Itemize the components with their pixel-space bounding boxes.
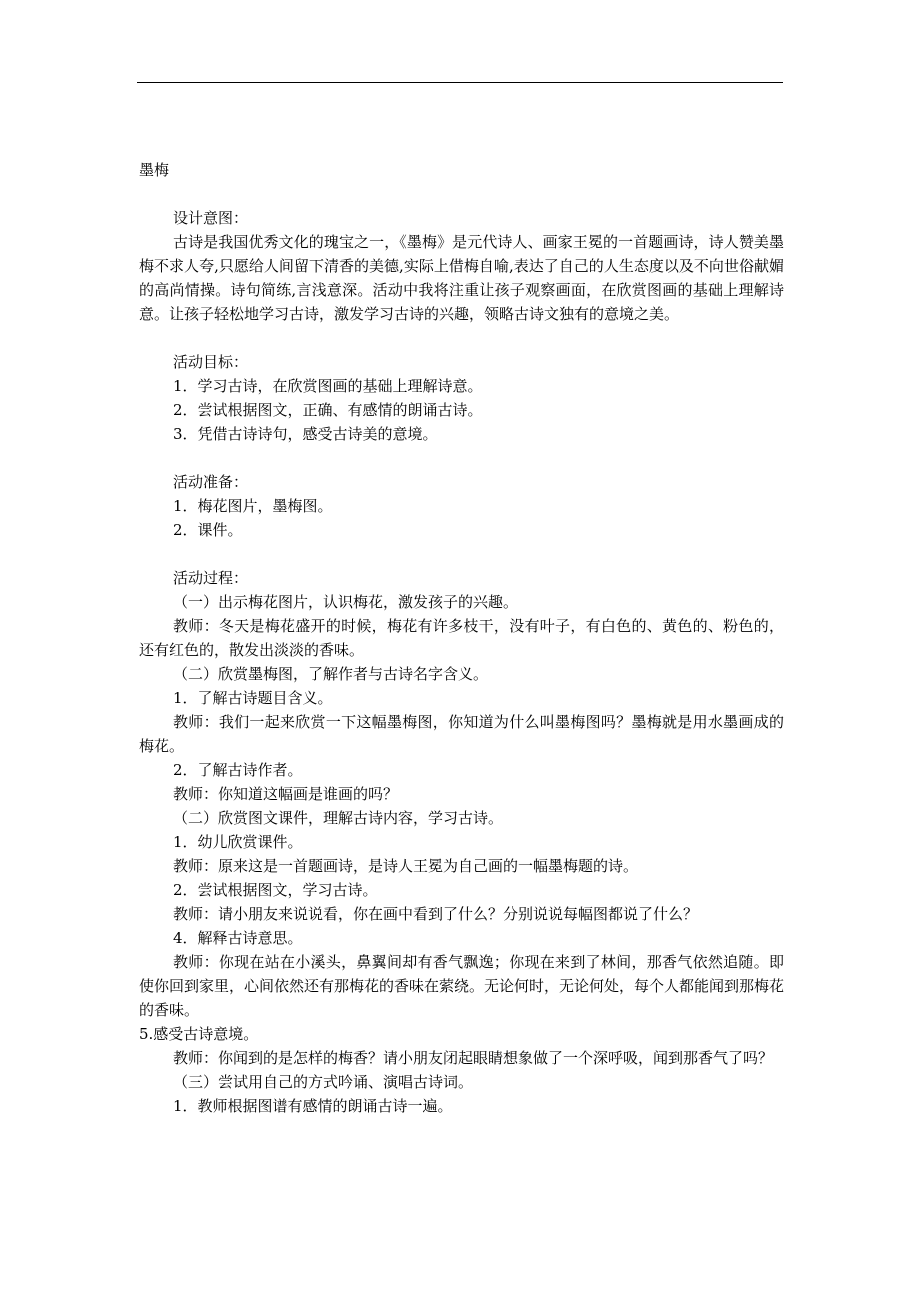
list-item: 1．了解古诗题目含义。 (173, 689, 333, 707)
step-heading: （二）欣赏图文课件，理解古诗内容，学习古诗。 (173, 809, 504, 827)
list-item: 1．学习古诗，在欣赏图画的基础上理解诗意。 (173, 377, 483, 395)
list-item: 5.感受古诗意境。 (139, 1025, 259, 1043)
design-intent-section (139, 206, 784, 326)
paragraph: 古诗是我国优秀文化的瑰宝之一，《墨梅》是元代诗人、画家王冕的一首题画诗，诗人赞美墨梅不求人夸,只愿给人间留下清香的美德,实际上借梅自喻,表达了自己的人生态度以及不向世俗献媚的高尚情操。诗句简练,言浅意深。活动中我将注重让孩子观察画面，在欣赏图画的基础上理解诗意。让孩子轻松地学习古诗，激发学习古诗的兴趣，领略古诗文独有的意境之美。 (139, 233, 784, 323)
teacher-line: 教师：请小朋友来说说看，你在画中看到了什么？分别说说每幅图都说了什么？ (173, 905, 699, 923)
list-item: 2．了解古诗作者。 (173, 761, 303, 779)
preparation-section (139, 470, 784, 542)
list-item: 2．课件。 (173, 521, 243, 539)
section-heading: 活动过程： (173, 569, 249, 587)
list-item: 4．解释古诗意思。 (173, 929, 303, 947)
process-section (139, 566, 784, 1118)
list-item: 1．幼儿欣赏课件。 (173, 833, 303, 851)
step-heading: （三）尝试用自己的方式吟诵、演唱古诗词。 (173, 1073, 474, 1091)
teacher-line: 教师：我们一起来欣赏一下这幅墨梅图，你知道为什么叫墨梅图吗？墨梅就是用水墨画成的梅花。 (139, 713, 784, 755)
section-heading: 设计意图： (173, 209, 249, 227)
teacher-line: 教师：你现在站在小溪头，鼻翼间却有香气飘逸；你现在来到了林间，那香气依然追随。即使你回到家里，心间依然还有那梅花的香味在萦绕。无论何时，无论何处，每个人都能闻到那梅花的香味。 (139, 953, 785, 1019)
header-rule (137, 82, 783, 83)
teacher-line: 教师：原来这是一首题画诗，是诗人王冕为自己画的一幅墨梅题的诗。 (173, 857, 639, 875)
list-item: 2．尝试根据图文，学习古诗。 (173, 881, 378, 899)
teacher-line: 教师：你知道这幅画是谁画的吗？ (173, 785, 399, 803)
goals-section (139, 350, 784, 446)
step-heading: （二）欣赏墨梅图，了解作者与古诗名字含义。 (173, 665, 489, 683)
step-heading: （一）出示梅花图片，认识梅花，激发孩子的兴趣。 (173, 593, 519, 611)
list-item: 3．凭借古诗诗句，感受古诗美的意境。 (173, 425, 438, 443)
section-heading: 活动目标： (173, 353, 249, 371)
document-body (139, 158, 784, 1118)
document-title: 墨梅 (139, 161, 170, 179)
list-item: 2．尝试根据图文，正确、有感情的朗诵古诗。 (173, 401, 483, 419)
list-item: 1．梅花图片，墨梅图。 (173, 497, 333, 515)
list-item: 1．教师根据图谱有感情的朗诵古诗一遍。 (173, 1097, 453, 1115)
teacher-line: 教师：冬天是梅花盛开的时候，梅花有许多枝干，没有叶子，有白色的、黄色的、粉色的，还有红色的，散发出淡淡的香味。 (139, 617, 784, 659)
section-heading: 活动准备： (173, 473, 249, 491)
teacher-line: 教师：你闻到的是怎样的梅香？请小朋友闭起眼睛想象做了一个深呼吸，闻到那香气了吗？ (173, 1049, 774, 1067)
